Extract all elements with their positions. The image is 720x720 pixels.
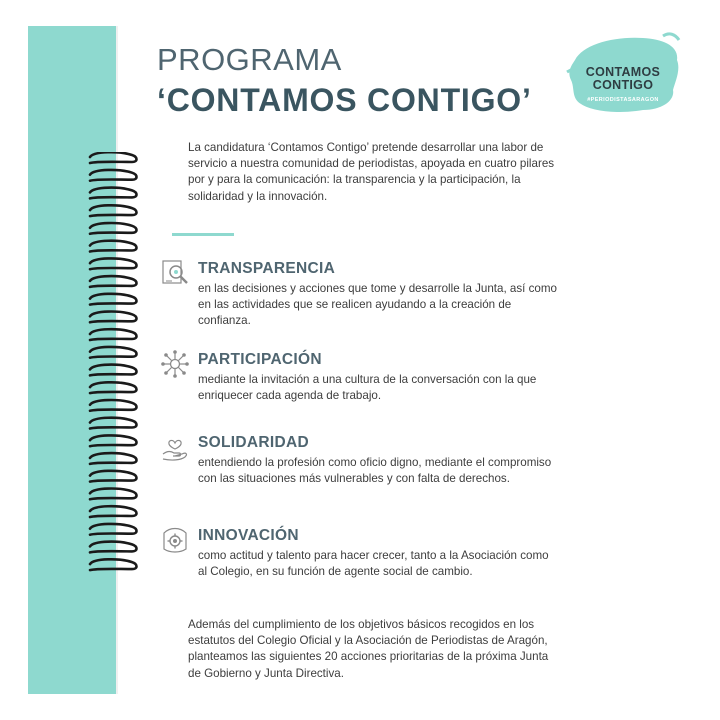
pillar-text: entendiendo la profesión como oficio digno, mediante el compromiso con las situaciones más vulnerables y con falta de derechos. [198, 456, 552, 486]
pillar-title: INNOVACIÓN [198, 527, 299, 544]
intro-paragraph: La candidatura ‘Contamos Contigo’ pretende desarrollar una labor de servicio a nuestra comunidad de periodistas, apoyada en cuatro pilares por y para la comunicación: la transparencia y la participación, la solidaridad y la innovación. [188, 141, 555, 203]
badge-line1: CONTAMOS [585, 65, 661, 79]
pillar-solidaridad [160, 434, 560, 487]
section-divider [172, 233, 234, 236]
page-title-line2: ‘CONTAMOS CONTIGO’ [157, 82, 532, 118]
network-people-icon [160, 349, 190, 379]
spiral-binding [84, 152, 144, 582]
spiral-rings [90, 152, 137, 570]
pillar-participacion [160, 351, 560, 404]
badge-line2: CONTIGO [592, 78, 654, 92]
pillar-title: TRANSPARENCIA [198, 260, 336, 277]
badge-hashtag: #PERIODISTASARAGON [587, 97, 659, 103]
campaign-badge [563, 26, 683, 120]
pillar-text: como actitud y talento para hacer crecer, tanto a la Asociación como al Colegio, en su función de agente social de cambio. [198, 549, 549, 579]
pillar-transparencia [160, 260, 560, 330]
pillar-title: PARTICIPACIÓN [198, 351, 322, 368]
pillar-innovacion [160, 527, 560, 580]
pillar-text: mediante la invitación a una cultura de la conversación con la que enriquecer cada agenda de trabajo. [198, 373, 537, 403]
heart-hand-icon [160, 432, 190, 462]
pillar-title: SOLIDARIDAD [198, 434, 309, 451]
page-title-line1: PROGRAMA [157, 42, 342, 77]
closing-paragraph: Además del cumplimiento de los objetivos básicos recogidos en los estatutos del Colegio Oficial y la Asociación de Periodistas de Aragón, planteamos las siguientes 20 acciones prioritarias de la próxima Junta de Gobierno y Junta Directiva. [188, 618, 549, 680]
pillar-text: en las decisiones y acciones que tome y desarrolle la Junta, así como en las actividades que se realicen ayudando a la creación de confianza. [198, 282, 557, 328]
magnifier-document-icon [160, 258, 190, 288]
innovation-gear-icon [160, 525, 190, 555]
